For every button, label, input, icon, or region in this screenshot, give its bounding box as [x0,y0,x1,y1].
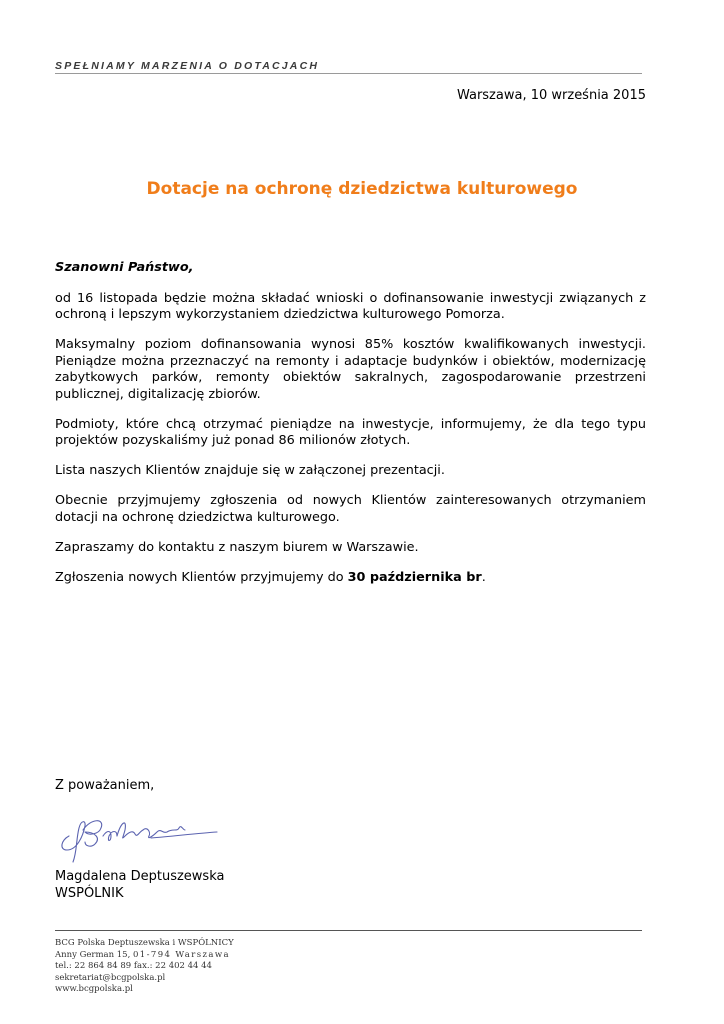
signer-name: Magdalena Deptuszewska [55,869,225,884]
signer-role: WSPÓLNIK [55,885,124,901]
signer-block [55,869,224,902]
paragraph-1: od 16 listopada będzie można składać wnioski o dofinansowanie inwestycji związanych z ochroną i lepszym wykorzystaniem dziedzictwa kulturowego Pomorza. [55,290,646,322]
footer-phones: tel.: 22 864 84 89 fax.: 22 402 44 44 [55,961,212,972]
header-divider [55,73,642,74]
handwritten-signature [55,796,225,866]
company-tagline: SPEŁNIAMY MARZENIA O DOTACJACH [55,60,320,72]
paragraph-5: Obecnie przyjmujemy zgłoszenia od nowych Klientów zainteresowanych otrzymaniem dotacji na ochronę dziedzictwa kulturowego. [55,493,646,525]
letter-body [55,260,646,600]
deadline-paragraph [55,570,646,587]
footer-email[interactable]: sekretariat@bcgpolska.pl [55,972,166,983]
footer-website[interactable]: www.bcgpolska.pl [55,984,133,995]
deadline-prefix: Zgłoszenia nowych Klientów przyjmujemy do [55,569,348,585]
letter-date: Warszawa, 10 września 2015 [456,88,646,103]
footer-company: BCG Polska Deptuszewska i WSPÓLNICY [55,938,234,948]
paragraph-4: Lista naszych Klientów znajduje się w załączonej prezentacji. [55,463,445,478]
closing-phrase: Z poważaniem, [55,778,155,793]
paragraph-2: Maksymalny poziom dofinansowania wynosi 85% kosztów kwalifikowanych inwestycji. Pieniądze można przeznaczyć na remonty i adaptacje budynków i obiektów, modernizację zabytkowych parków, remonty obiektów sakralnych, zagospodarowanie przestrzeni publicznej, digitalizację zbiorów. [55,337,646,402]
salutation: Szanowni Państwo, [55,260,194,275]
footer-city: 01-794 Warszawa [133,949,230,960]
paragraph-3: Podmioty, które chcą otrzymać pieniądze na inwestycje, informujemy, że dla tego typu projektów pozyskaliśmy już ponad 86 milionów złotych. [55,416,646,448]
letter-title: Dotacje na ochronę dziedzictwa kulturowego [146,179,578,199]
deadline-suffix: . [481,569,486,585]
footer-divider [55,930,642,931]
deadline-date: 30 października br [347,569,482,585]
footer-contact [55,938,234,996]
paragraph-6: Zapraszamy do kontaktu z naszym biurem w Warszawie. [55,539,419,555]
footer-street: Anny German 15, [55,949,131,960]
footer-address [55,950,234,962]
